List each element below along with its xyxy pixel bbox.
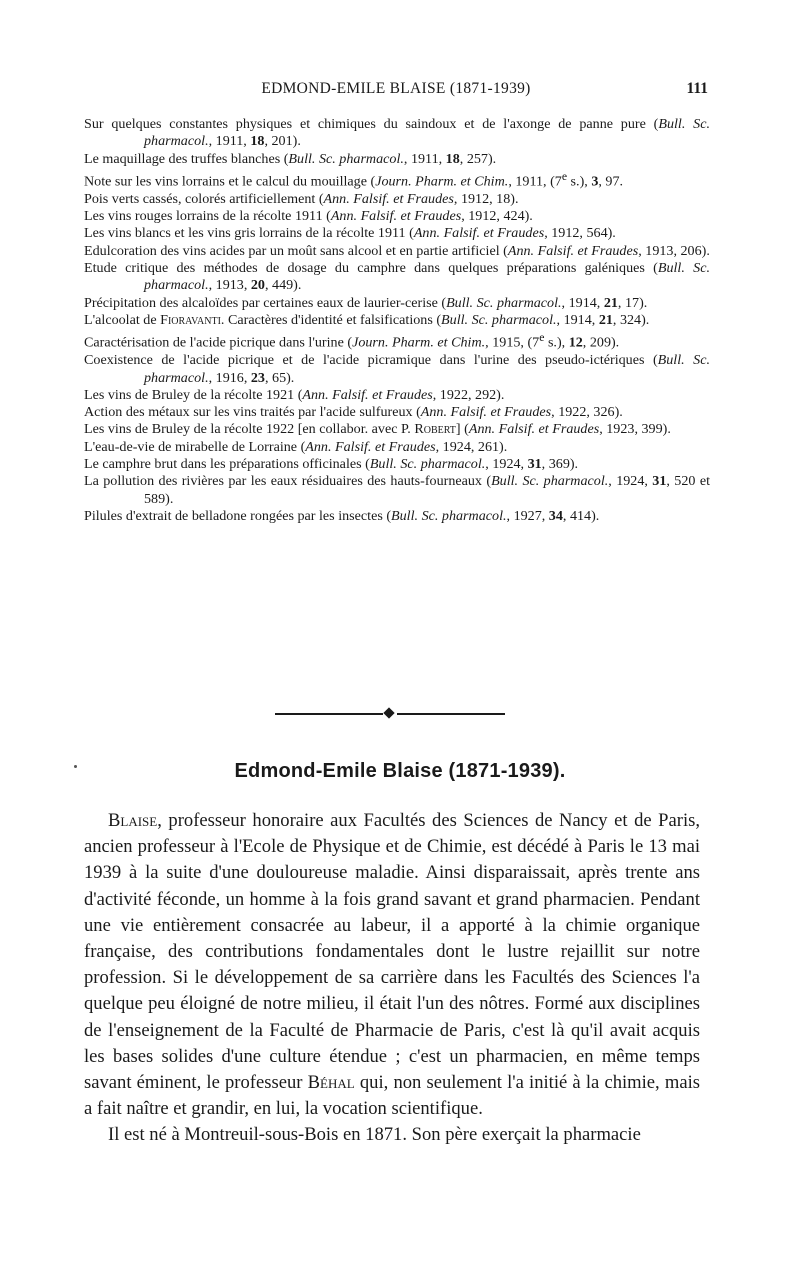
article-body: [84, 808, 700, 1149]
diamond-ornament-icon: [383, 707, 394, 718]
running-header: [84, 80, 708, 104]
article-paragraph: Il est né à Montreuil-sous-Bois en 1871. Son père exerçait la pharmacie: [108, 1124, 641, 1146]
separator-line-left: [275, 713, 383, 715]
bibliography-entry: Etude critique des méthodes de dosage du camphre dans quelques préparations galéniques (Bull. Sc. pharmacol., 1913, 20, 449).: [84, 260, 710, 294]
running-title: EDMOND-EMILE BLAISE (1871-1939): [261, 80, 531, 97]
bibliography-entry: Pois verts cassés, colorés artificiellement (Ann. Falsif. et Fraudes, 1912, 18).: [84, 190, 519, 207]
bibliography-entry: Le camphre brut dans les préparations officinales (Bull. Sc. pharmacol., 1924, 31, 369).: [84, 456, 579, 473]
bibliography-entry: Les vins de Bruley de la récolte 1922 [en collabor. avec P. Robert] (Ann. Falsif. et Fraudes, 1923, 399).: [84, 421, 671, 438]
bibliography-entry: La pollution des rivières par les eaux résiduaires des hauts-fourneaux (Bull. Sc. pharmacol., 1924, 31, 520 et 589).: [84, 473, 711, 507]
article-paragraph: Blaise, professeur honoraire aux Facultés des Sciences de Nancy et de Paris, ancien professeur à l'Ecole de Physique et de Chimie, est décédé à Paris le 13 mai 1939 à la suite d'une douloureuse maladie. Ainsi disparaissait, après trente ans d'activité féconde, un homme à la fois grand savant et grand pharmacien. Pendant une vie entièrement consacrée au labeur, il a apporté à la chimie organique française, des contributions fondamentales dont le lustre rejaillit sur notre profession. Si le développement de sa carrière dans les Facultés des Sciences l'a quelque peu éloigné de notre milieu, il était l'un des nôtres. Formé aux disciplines de l'enseignement de la Faculté de Pharmacie de Paris, c'est là qu'il avait acquis les bases solides d'une culture étendue ; c'est un pharmacien, en même temps savant éminent, le professeur Béhal qui, non seulement l'a initié à la chimie, mais a fait naître et grandir, en lui, la vocation scientifique.: [84, 810, 700, 1120]
separator-line-right: [397, 713, 505, 715]
bibliography-entry: Action des métaux sur les vins traités par l'acide sulfureux (Ann. Falsif. et Fraudes, 1922, 326).: [84, 404, 623, 421]
bibliography-entry: L'eau-de-vie de mirabelle de Lorraine (Ann. Falsif. et Fraudes, 1924, 261).: [84, 438, 508, 455]
bibliography-entry: L'alcoolat de Fioravanti. Caractères d'identité et falsifications (Bull. Sc. pharmacol., 1914, 21, 324).: [84, 311, 650, 328]
bibliography-entry: Caractérisation de l'acide picrique dans l'urine (Journ. Pharm. et Chim., 1915, (7e s.), 12, 209).: [84, 331, 620, 351]
section-separator: [275, 706, 505, 722]
bibliography-entry: Les vins blancs et les vins gris lorrains de la récolte 1911 (Ann. Falsif. et Fraudes, 1912, 564).: [84, 225, 616, 242]
bibliography-entry: Précipitation des alcaloïdes par certaines eaux de laurier-cerise (Bull. Sc. pharmacol., 1914, 21, 17).: [84, 294, 648, 311]
page-number: 111: [686, 80, 708, 97]
bibliography-entry: Les vins rouges lorrains de la récolte 1911 (Ann. Falsif. et Fraudes, 1912, 424).: [84, 208, 533, 225]
article-title: Edmond-Emile Blaise (1871-1939).: [234, 760, 566, 782]
bibliography-entry: Edulcoration des vins acides par un moût sans alcool et en partie artificiel (Ann. Falsif. et Fraudes, 1913, 206).: [84, 242, 710, 259]
bibliography-entry: Note sur les vins lorrains et le calcul du mouillage (Journ. Pharm. et Chim., 1911, (7e s.), 3, 97.: [84, 169, 624, 190]
bibliography-entry: Le maquillage des truffes blanches (Bull. Sc. pharmacol., 1911, 18, 257).: [84, 150, 497, 167]
bibliography-entry: Les vins de Bruley de la récolte 1921 (Ann. Falsif. et Fraudes, 1922, 292).: [84, 386, 505, 403]
bibliography-list: [84, 116, 710, 525]
bibliography-entry: Sur quelques constantes physiques et chimiques du saindoux et de l'axonge de panne pure (Bull. Sc. pharmacol., 1911, 18, 201).: [84, 116, 710, 150]
bibliography-entry: Pilules d'extrait de belladone rongées par les insectes (Bull. Sc. pharmacol., 1927, 34, 414).: [84, 507, 600, 524]
bibliography-entry: Coexistence de l'acide picrique et de l'acide picramique dans l'urine des pseudo-ictériques (Bull. Sc. pharmacol., 1916, 23, 65).: [84, 352, 710, 386]
